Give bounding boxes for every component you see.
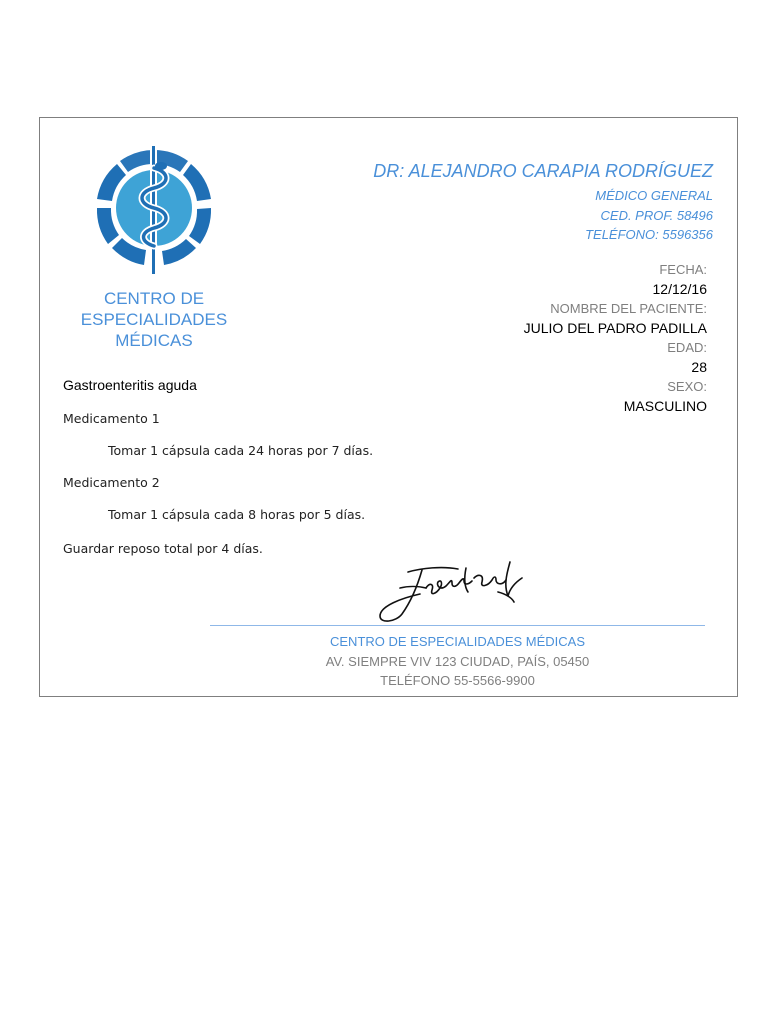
footer-clinic-name: CENTRO DE ESPECIALIDADES MÉDICAS xyxy=(330,634,585,649)
patient-name-value: JULIO DEL PADRO PADILLA xyxy=(523,319,707,336)
med2-instructions: Tomar 1 cápsula cada 8 horas por 5 días. xyxy=(108,507,366,522)
med2-title: Medicamento 2 xyxy=(63,475,160,490)
doctor-name: DR: ALEJANDRO CARAPIA RODRÍGUEZ xyxy=(373,161,713,181)
caduceus-logo-icon xyxy=(93,146,215,276)
footer xyxy=(210,632,705,690)
signature-icon xyxy=(370,558,530,624)
sex-value: MASCULINO xyxy=(623,397,707,414)
doctor-specialty: MÉDICO GENERAL xyxy=(595,188,713,203)
footer-phone: TELÉFONO 55-5566-9900 xyxy=(380,673,535,688)
doctor-info xyxy=(373,160,713,245)
footer-address: AV. SIEMPRE VIV 123 CIUDAD, PAÍS, 05450 xyxy=(325,654,590,669)
sex-label: SEXO: xyxy=(667,379,707,394)
date-value: 12/12/16 xyxy=(652,280,707,297)
patient-info xyxy=(524,260,707,416)
clinic-name: CENTRO DE ESPECIALIDADES MÉDICAS xyxy=(80,289,228,350)
rest-note: Guardar reposo total por 4 días. xyxy=(63,541,263,556)
age-label: EDAD: xyxy=(667,340,707,355)
patient-name-label: NOMBRE DEL PACIENTE: xyxy=(550,301,707,316)
diagnosis: Gastroenteritis aguda xyxy=(63,377,197,393)
doctor-license: CED. PROF. 58496 xyxy=(600,207,713,223)
prescription-card xyxy=(39,117,738,697)
age-value: 28 xyxy=(691,358,707,375)
med1-title: Medicamento 1 xyxy=(63,411,160,426)
doctor-phone: TELÉFONO: 5596356 xyxy=(585,227,713,242)
date-label: FECHA: xyxy=(659,262,707,277)
footer-divider xyxy=(210,625,705,626)
med1-instructions: Tomar 1 cápsula cada 24 horas por 7 días. xyxy=(108,443,374,458)
